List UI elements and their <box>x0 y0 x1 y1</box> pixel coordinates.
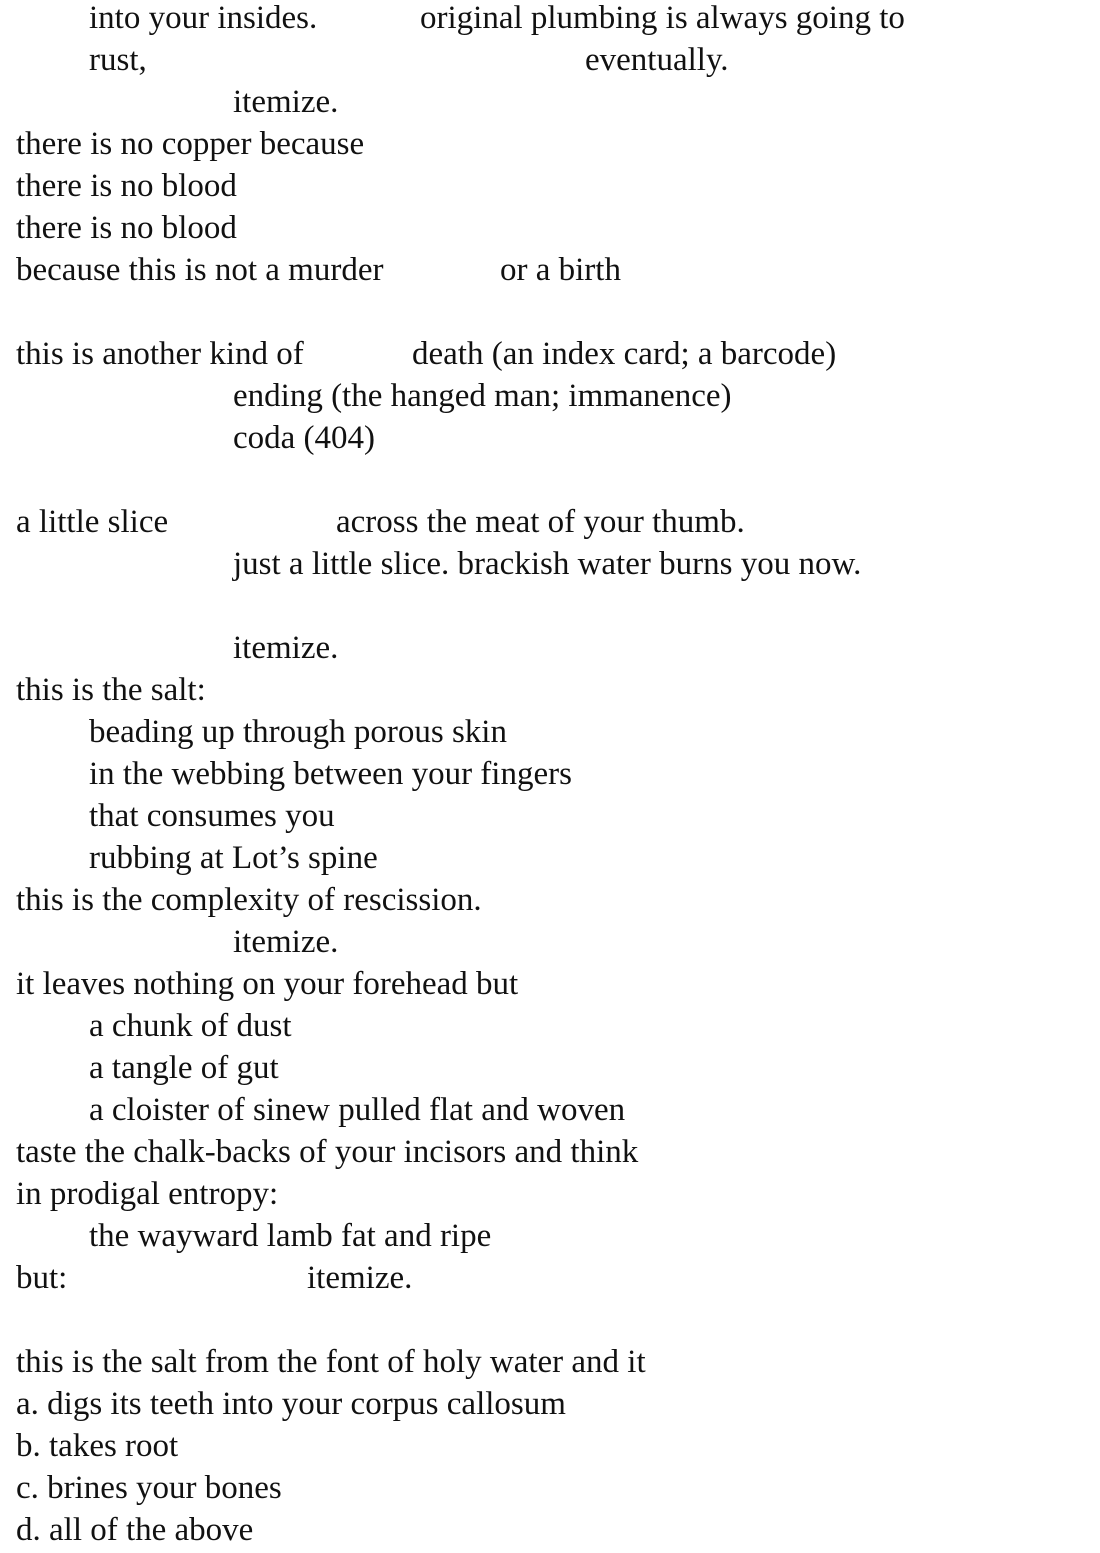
poem-line: in prodigal entropy: <box>16 1176 279 1212</box>
poem-line: coda (404) <box>233 420 376 456</box>
poem-line: beading up through porous skin <box>89 714 507 750</box>
poem-line: this is the salt: <box>16 672 206 708</box>
poem-line: there is no blood <box>16 210 237 246</box>
poem-line: or a birth <box>500 252 621 288</box>
poem-line: that consumes you <box>89 798 335 834</box>
poem-line: the wayward lamb fat and ripe <box>89 1218 492 1254</box>
list-item: a. digs its teeth into your corpus callosum <box>16 1386 566 1422</box>
poem-line: there is no blood <box>16 168 237 204</box>
poem-line: rust, <box>89 42 147 78</box>
poem-line: itemize. <box>233 630 339 666</box>
poem-line: taste the chalk-backs of your incisors and think <box>16 1134 639 1170</box>
poem-line: itemize. <box>307 1260 413 1296</box>
list-item: d. all of the above <box>16 1512 254 1548</box>
poem-line: this is the salt from the font of holy water and it <box>16 1344 646 1380</box>
poem-line: a tangle of gut <box>89 1050 279 1086</box>
poem-line: ending (the hanged man; immanence) <box>233 378 732 414</box>
poem-line: this is the complexity of rescission. <box>16 882 482 918</box>
poem-line: death (an index card; a barcode) <box>412 336 837 372</box>
poem-line: in the webbing between your fingers <box>89 756 572 792</box>
poem-line: itemize. <box>233 924 339 960</box>
poem-line: into your insides. <box>89 0 318 36</box>
poem-line: original plumbing is always going to <box>420 0 905 36</box>
poem-line: just a little slice. brackish water burns you now. <box>233 546 862 582</box>
poem-line: this is another kind of <box>16 336 304 372</box>
poem-line: rubbing at Lot’s spine <box>89 840 378 876</box>
poem-line: eventually. <box>585 42 729 78</box>
poem-line: it leaves nothing on your forehead but <box>16 966 519 1002</box>
list-item: c. brines your bones <box>16 1470 282 1506</box>
poem-line: there is no copper because <box>16 126 365 162</box>
poem-line: a chunk of dust <box>89 1008 292 1044</box>
poem-line: itemize. <box>233 84 339 120</box>
poem-line: a little slice <box>16 504 169 540</box>
poem-line: across the meat of your thumb. <box>336 504 745 540</box>
poem-line: because this is not a murder <box>16 252 384 288</box>
list-item: b. takes root <box>16 1428 179 1464</box>
poem-line: a cloister of sinew pulled flat and woven <box>89 1092 626 1128</box>
poem-line: but: <box>16 1260 68 1296</box>
